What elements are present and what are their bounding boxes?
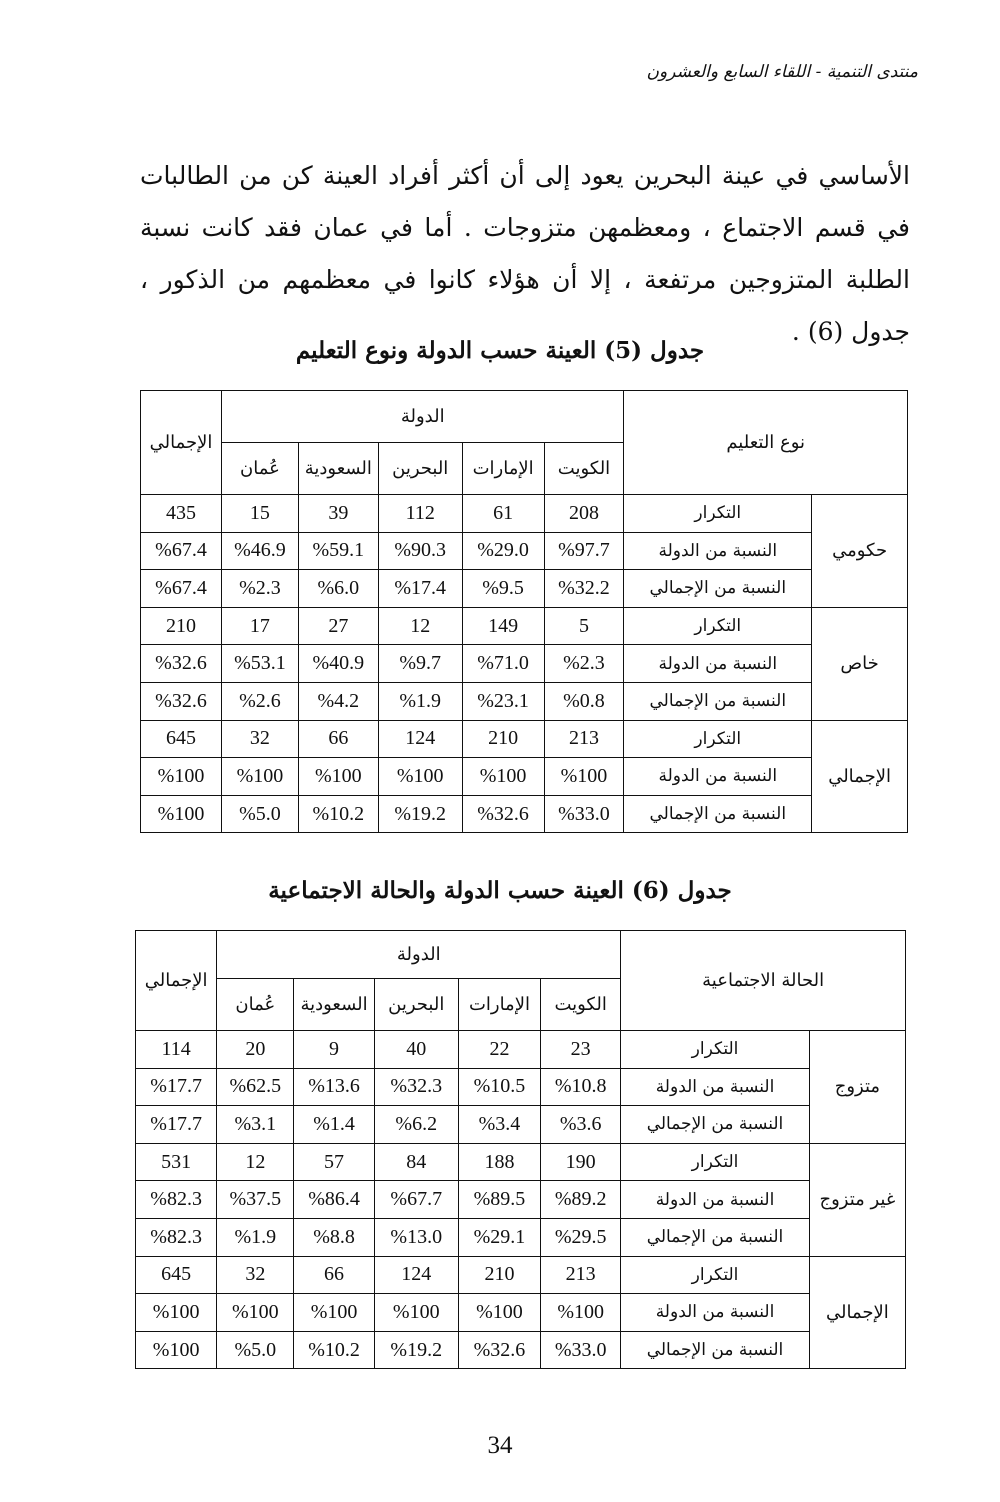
data-cell: %29.5 (541, 1218, 621, 1256)
data-cell: 66 (294, 1256, 374, 1294)
data-cell: %32.3 (374, 1068, 458, 1106)
data-cell: %3.6 (541, 1106, 621, 1144)
row-label: التكرار (624, 495, 812, 533)
table-row (141, 682, 908, 720)
table5-caption: جدول (5) العينة حسب الدولة ونوع التعليم (295, 337, 705, 364)
data-cell: %13.0 (374, 1218, 458, 1256)
data-cell: 20 (217, 1031, 294, 1069)
table-row (141, 495, 908, 533)
data-cell: 57 (294, 1143, 374, 1181)
total-cell: %32.6 (141, 682, 222, 720)
total-cell: %67.4 (141, 532, 222, 570)
country-column-header: البحرين (374, 979, 458, 1031)
total-cell: %100 (136, 1331, 217, 1369)
total-cell: %17.7 (136, 1106, 217, 1144)
group-label: متزوج (809, 1031, 905, 1144)
row-label: النسبة من الإجمالي (621, 1218, 809, 1256)
data-cell: %100 (544, 758, 624, 796)
row-label: النسبة من الدولة (621, 1068, 809, 1106)
data-cell: 15 (221, 495, 298, 533)
total-cell: %17.7 (136, 1068, 217, 1106)
data-cell: %10.8 (541, 1068, 621, 1106)
data-cell: %71.0 (462, 645, 544, 683)
data-cell: 27 (298, 607, 378, 645)
total-cell: 114 (136, 1031, 217, 1069)
data-cell: %1.4 (294, 1106, 374, 1144)
type-header: نوع التعليم (624, 391, 908, 495)
total-cell: %32.6 (141, 645, 222, 683)
row-label: النسبة من الدولة (624, 645, 812, 683)
row-label: النسبة من الإجمالي (621, 1331, 809, 1369)
data-cell: %19.2 (378, 795, 462, 833)
data-cell: 124 (378, 720, 462, 758)
total-cell: %82.3 (136, 1181, 217, 1219)
country-column-header: الكويت (541, 979, 621, 1031)
data-cell: %100 (298, 758, 378, 796)
data-cell: %29.1 (458, 1218, 540, 1256)
data-cell: 124 (374, 1256, 458, 1294)
data-cell: %17.4 (378, 570, 462, 608)
table-row (141, 795, 908, 833)
data-cell: %100 (462, 758, 544, 796)
table-row (141, 645, 908, 683)
data-cell: 17 (221, 607, 298, 645)
group-label: الإجمالي (809, 1256, 905, 1369)
data-cell: %100 (458, 1294, 540, 1332)
data-cell: %9.5 (462, 570, 544, 608)
data-cell: %2.3 (544, 645, 624, 683)
data-cell: 61 (462, 495, 544, 533)
total-header: الإجمالي (136, 931, 217, 1031)
data-cell: %19.2 (374, 1331, 458, 1369)
table-row (136, 1294, 906, 1332)
data-cell: 5 (544, 607, 624, 645)
data-cell: %5.0 (217, 1331, 294, 1369)
data-cell: %32.2 (544, 570, 624, 608)
row-label: التكرار (621, 1256, 809, 1294)
country-column-header: عُمان (221, 443, 298, 495)
data-cell: %10.5 (458, 1068, 540, 1106)
data-cell: %100 (217, 1294, 294, 1332)
row-label: التكرار (624, 720, 812, 758)
data-cell: %3.1 (217, 1106, 294, 1144)
country-column-header: البحرين (378, 443, 462, 495)
data-cell: %67.7 (374, 1181, 458, 1219)
total-cell: 645 (141, 720, 222, 758)
data-cell: %1.9 (217, 1218, 294, 1256)
group-label: خاص (812, 607, 908, 720)
row-label: النسبة من الإجمالي (624, 570, 812, 608)
page-number: 34 (487, 1432, 513, 1459)
table-row (136, 1181, 906, 1219)
total-cell: %82.3 (136, 1218, 217, 1256)
data-cell: %10.2 (294, 1331, 374, 1369)
total-cell: %100 (136, 1294, 217, 1332)
data-cell: 39 (298, 495, 378, 533)
total-cell: 645 (136, 1256, 217, 1294)
data-cell: %46.9 (221, 532, 298, 570)
table-row (136, 1031, 906, 1069)
group-label: غير متزوج (809, 1143, 905, 1256)
total-cell: %100 (141, 795, 222, 833)
country-header: الدولة (217, 931, 621, 979)
data-cell: %53.1 (221, 645, 298, 683)
data-cell: %40.9 (298, 645, 378, 683)
country-header: الدولة (221, 391, 623, 443)
row-label: النسبة من الإجمالي (624, 682, 812, 720)
data-cell: %100 (378, 758, 462, 796)
data-cell: 213 (544, 720, 624, 758)
data-cell: 32 (217, 1256, 294, 1294)
data-cell: 12 (217, 1143, 294, 1181)
country-column-header: السعودية (298, 443, 378, 495)
data-cell: 149 (462, 607, 544, 645)
total-cell: 435 (141, 495, 222, 533)
data-cell: %2.6 (221, 682, 298, 720)
data-cell: %3.4 (458, 1106, 540, 1144)
country-column-header: الكويت (544, 443, 624, 495)
data-cell: %0.8 (544, 682, 624, 720)
total-cell: %67.4 (141, 570, 222, 608)
data-cell: %1.9 (378, 682, 462, 720)
data-cell: 112 (378, 495, 462, 533)
data-cell: 9 (294, 1031, 374, 1069)
data-cell: 213 (541, 1256, 621, 1294)
country-column-header: عُمان (217, 979, 294, 1031)
data-cell: %33.0 (544, 795, 624, 833)
table-row (136, 1256, 906, 1294)
group-label: الإجمالي (812, 720, 908, 833)
row-label: النسبة من الدولة (621, 1181, 809, 1219)
data-cell: %89.5 (458, 1181, 540, 1219)
data-cell: %32.6 (458, 1331, 540, 1369)
table-row (136, 1218, 906, 1256)
group-label: حكومي (812, 495, 908, 608)
country-column-header: الإمارات (458, 979, 540, 1031)
data-cell: 190 (541, 1143, 621, 1181)
table6 (135, 930, 906, 1369)
data-cell: %9.7 (378, 645, 462, 683)
data-cell: 188 (458, 1143, 540, 1181)
body-paragraph: الأساسي في عينة البحرين يعود إلى أن أكثر أفراد العينة كن من الطالبات في قسم الاجتماع ، ومعظمهن متزوجات . أما في عمان فقد كانت نسبة الطلبة المتزوجين مرتفعة ، إلا أن هؤلاء كانوا في معظمهم من الذكور ، جدول (6) . (140, 161, 910, 346)
data-cell: 23 (541, 1031, 621, 1069)
row-label: النسبة من الإجمالي (624, 795, 812, 833)
data-cell: %100 (294, 1294, 374, 1332)
data-cell: 12 (378, 607, 462, 645)
data-cell: 210 (458, 1256, 540, 1294)
table-row (141, 720, 908, 758)
table6-caption: جدول (6) العينة حسب الدولة والحالة الاجتماعية (268, 877, 732, 904)
running-header: منتدى التنمية - اللقاء السابع والعشرون (646, 62, 918, 82)
table-row (141, 570, 908, 608)
data-cell: %2.3 (221, 570, 298, 608)
table5 (140, 390, 908, 833)
data-cell: %86.4 (294, 1181, 374, 1219)
table-row (136, 1106, 906, 1144)
data-cell: %62.5 (217, 1068, 294, 1106)
data-cell: %13.6 (294, 1068, 374, 1106)
data-cell: 208 (544, 495, 624, 533)
data-cell: %100 (374, 1294, 458, 1332)
table-row (141, 758, 908, 796)
data-cell: %4.2 (298, 682, 378, 720)
data-cell: %29.0 (462, 532, 544, 570)
row-label: النسبة من الدولة (624, 532, 812, 570)
data-cell: %100 (221, 758, 298, 796)
row-label: النسبة من الدولة (624, 758, 812, 796)
table-row (141, 532, 908, 570)
row-label: النسبة من الإجمالي (621, 1106, 809, 1144)
row-label: التكرار (624, 607, 812, 645)
row-label: التكرار (621, 1031, 809, 1069)
table-row (136, 1068, 906, 1106)
data-cell: %10.2 (298, 795, 378, 833)
data-cell: %90.3 (378, 532, 462, 570)
table-row (141, 607, 908, 645)
row-label: التكرار (621, 1143, 809, 1181)
table-row (136, 1143, 906, 1181)
country-column-header: السعودية (294, 979, 374, 1031)
data-cell: %6.0 (298, 570, 378, 608)
data-cell: %23.1 (462, 682, 544, 720)
total-cell: 210 (141, 607, 222, 645)
data-cell: %5.0 (221, 795, 298, 833)
data-cell: %8.8 (294, 1218, 374, 1256)
type-header: الحالة الاجتماعية (621, 931, 906, 1031)
total-header: الإجمالي (141, 391, 222, 495)
total-cell: 531 (136, 1143, 217, 1181)
data-cell: %33.0 (541, 1331, 621, 1369)
data-cell: 84 (374, 1143, 458, 1181)
data-cell: 66 (298, 720, 378, 758)
data-cell: %89.2 (541, 1181, 621, 1219)
data-cell: 40 (374, 1031, 458, 1069)
row-label: النسبة من الدولة (621, 1294, 809, 1332)
data-cell: %100 (541, 1294, 621, 1332)
table-row (136, 1331, 906, 1369)
data-cell: %37.5 (217, 1181, 294, 1219)
data-cell: 32 (221, 720, 298, 758)
data-cell: %59.1 (298, 532, 378, 570)
data-cell: %97.7 (544, 532, 624, 570)
total-cell: %100 (141, 758, 222, 796)
data-cell: 22 (458, 1031, 540, 1069)
data-cell: %32.6 (462, 795, 544, 833)
country-column-header: الإمارات (462, 443, 544, 495)
data-cell: 210 (462, 720, 544, 758)
data-cell: %6.2 (374, 1106, 458, 1144)
